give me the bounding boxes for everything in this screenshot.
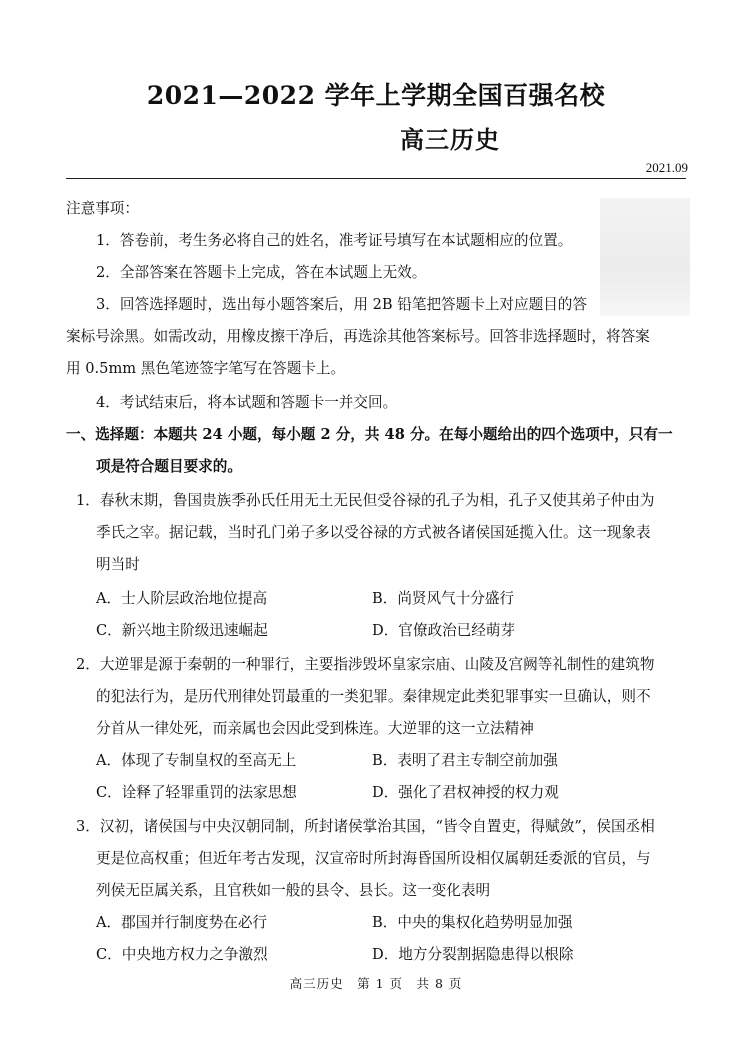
scan-shadow [600,198,690,316]
question-text: 明当时 [96,556,140,573]
exam-date: 2021.09 [645,160,688,175]
option-a: A．体现了专制皇权的至高无上 [96,752,297,769]
exam-title: 2021—2022 学年上学期全国百强名校 [146,81,606,110]
question-text: 列侯无臣属关系，且官秩如一般的县令、县长。这一变化表明 [96,882,491,899]
header-divider [66,178,686,179]
question-text: 3．汉初，诸侯国与中央汉朝同制，所封诸侯掌治其国，“皆令自置吏，得赋敛”，侯国丞相 [76,818,655,835]
question-text: 1．春秋末期，鲁国贵族季孙氏任用无土无民但受谷禄的孔子为相，孔子又使其弟子仲由为 [76,492,655,509]
option-c: C．诠释了轻罪重罚的法家思想 [96,784,297,801]
option-d: D．官僚政治已经萌芽 [372,622,516,639]
option-c: C．中央地方权力之争激烈 [96,946,268,963]
option-c: C．新兴地主阶级迅速崛起 [96,622,268,639]
option-b: B．尚贤风气十分盛行 [372,590,515,607]
section-heading-cont: 项是符合题目要求的。 [96,458,242,475]
option-a: A．郡国并行制度势在必行 [96,914,268,931]
option-b: B．表明了君主专制空前加强 [372,752,558,769]
question-text: 的犯法行为，是历代刑律处罚最重的一类犯罪。秦律规定此类犯罪事实一旦确认，则不 [96,688,651,705]
question-text: 分首从一律处死，而亲属也会因此受到株连。大逆罪的这一立法精神 [96,720,534,737]
option-a: A．士人阶层政治地位提高 [96,590,268,607]
notice-item: 1．答卷前，考生务必将自己的姓名，准考证号填写在本试题相应的位置。 [96,232,573,249]
question-text: 季氏之宰。据记载，当时孔门弟子多以受谷禄的方式被各诸侯国延揽入仕。这一现象表 [96,524,651,541]
notice-item: 案标号涂黑。如需改动，用橡皮擦干净后，再选涂其他答案标号。回答非选择题时，将答案 [66,328,650,345]
option-d: D．地方分裂割据隐患得以根除 [372,946,574,963]
notice-item: 4．考试结束后，将本试题和答题卡一并交回。 [96,394,398,411]
option-b: B．中央的集权化趋势明显加强 [372,914,573,931]
page-footer: 高三历史 第 1 页 共 8 页 [289,976,463,991]
notice-item: 2．全部答案在答题卡上完成，答在本试题上无效。 [96,264,427,281]
option-d: D．强化了君权神授的权力观 [372,784,559,801]
section-heading: 一、选择题：本题共 24 小题，每小题 2 分，共 48 分。在每小题给出的四个选项中，只有一 [66,426,673,443]
notice-item: 用 0.5mm 黑色笔迹签字笔写在答题卡上。 [66,360,346,377]
question-text: 2．大逆罪是源于秦朝的一种罪行，主要指涉毁坏皇家宗庙、山陵及宫阙等礼制性的建筑物 [76,656,655,673]
exam-subject: 高三历史 [400,125,500,154]
question-text: 更是位高权重；但近年考古发现，汉宣帝时所封海昏国所设相仅属朝廷委派的官员，与 [96,850,651,867]
notice-heading: 注意事项： [66,200,139,217]
notice-item: 3．回答选择题时，选出每小题答案后，用 2B 铅笔把答题卡上对应题目的答 [96,296,587,313]
